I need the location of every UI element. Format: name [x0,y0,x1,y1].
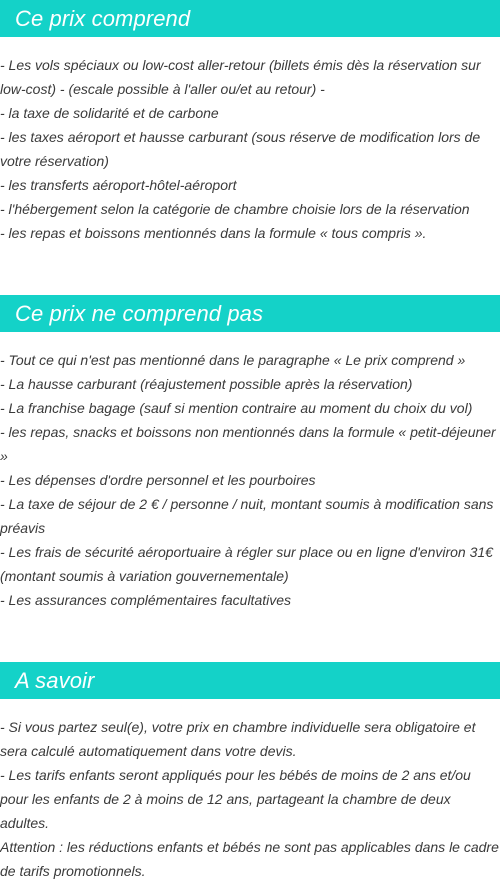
list-item: - La taxe de séjour de 2 € / personne / nuit, montant soumis à modification sans préavis [0,496,494,536]
list-item: - Les dépenses d'ordre personnel et les pourboires [0,472,316,488]
section-header-included [0,0,500,37]
list-item: - La franchise bagage (sauf si mention contraire au moment du choix du vol) [0,400,473,416]
list-item: - les transferts aéroport-hôtel-aéroport [0,177,237,193]
list-item: - la taxe de solidarité et de carbone [0,105,219,121]
list-item: - Tout ce qui n'est pas mentionné dans le paragraphe « Le prix comprend » [0,352,466,368]
list-item: - les repas et boissons mentionnés dans la formule « tous compris ». [0,225,427,241]
list-item: - les taxes aéroport et hausse carburant (sous réserve de modification lors de votre réservation) [0,129,481,169]
section-header-good-to-know [0,662,500,699]
list-item: Attention : les réductions enfants et bébés ne sont pas applicables dans le cadre de tarifs promotionnels. [0,839,499,879]
list-item: - Si vous partez seul(e), votre prix en chambre individuelle sera obligatoire et sera calculé automatiquement dans votre devis. [0,719,476,759]
list-item: - l'hébergement selon la catégorie de chambre choisie lors de la réservation [0,201,470,217]
section-title: Ce prix comprend [15,5,191,31]
section-body-good-to-know [0,715,500,883]
section-header-not-included [0,295,500,332]
list-item: - La hausse carburant (réajustement possible après la réservation) [0,376,413,392]
list-item: - Les vols spéciaux ou low-cost aller-retour (billets émis dès la réservation sur low-cost) - (escale possible à l'aller ou/et au retour) - [0,57,481,97]
list-item: - les repas, snacks et boissons non mentionnés dans la formule « petit-déjeuner » [0,424,496,464]
list-item: - Les frais de sécurité aéroportuaire à régler sur place ou en ligne d'environ 31€ (montant soumis à variation gouvernementale) [0,544,493,584]
section-body-not-included [0,348,500,612]
section-title: A savoir [15,667,95,693]
section-title: Ce prix ne comprend pas [15,300,264,326]
section-body-included [0,53,500,245]
list-item: - Les tarifs enfants seront appliqués pour les bébés de moins de 2 ans et/ou pour les enfants de 2 à moins de 12 ans, partageant la chambre de deux adultes. [0,767,471,831]
list-item: - Les assurances complémentaires facultatives [0,592,292,608]
